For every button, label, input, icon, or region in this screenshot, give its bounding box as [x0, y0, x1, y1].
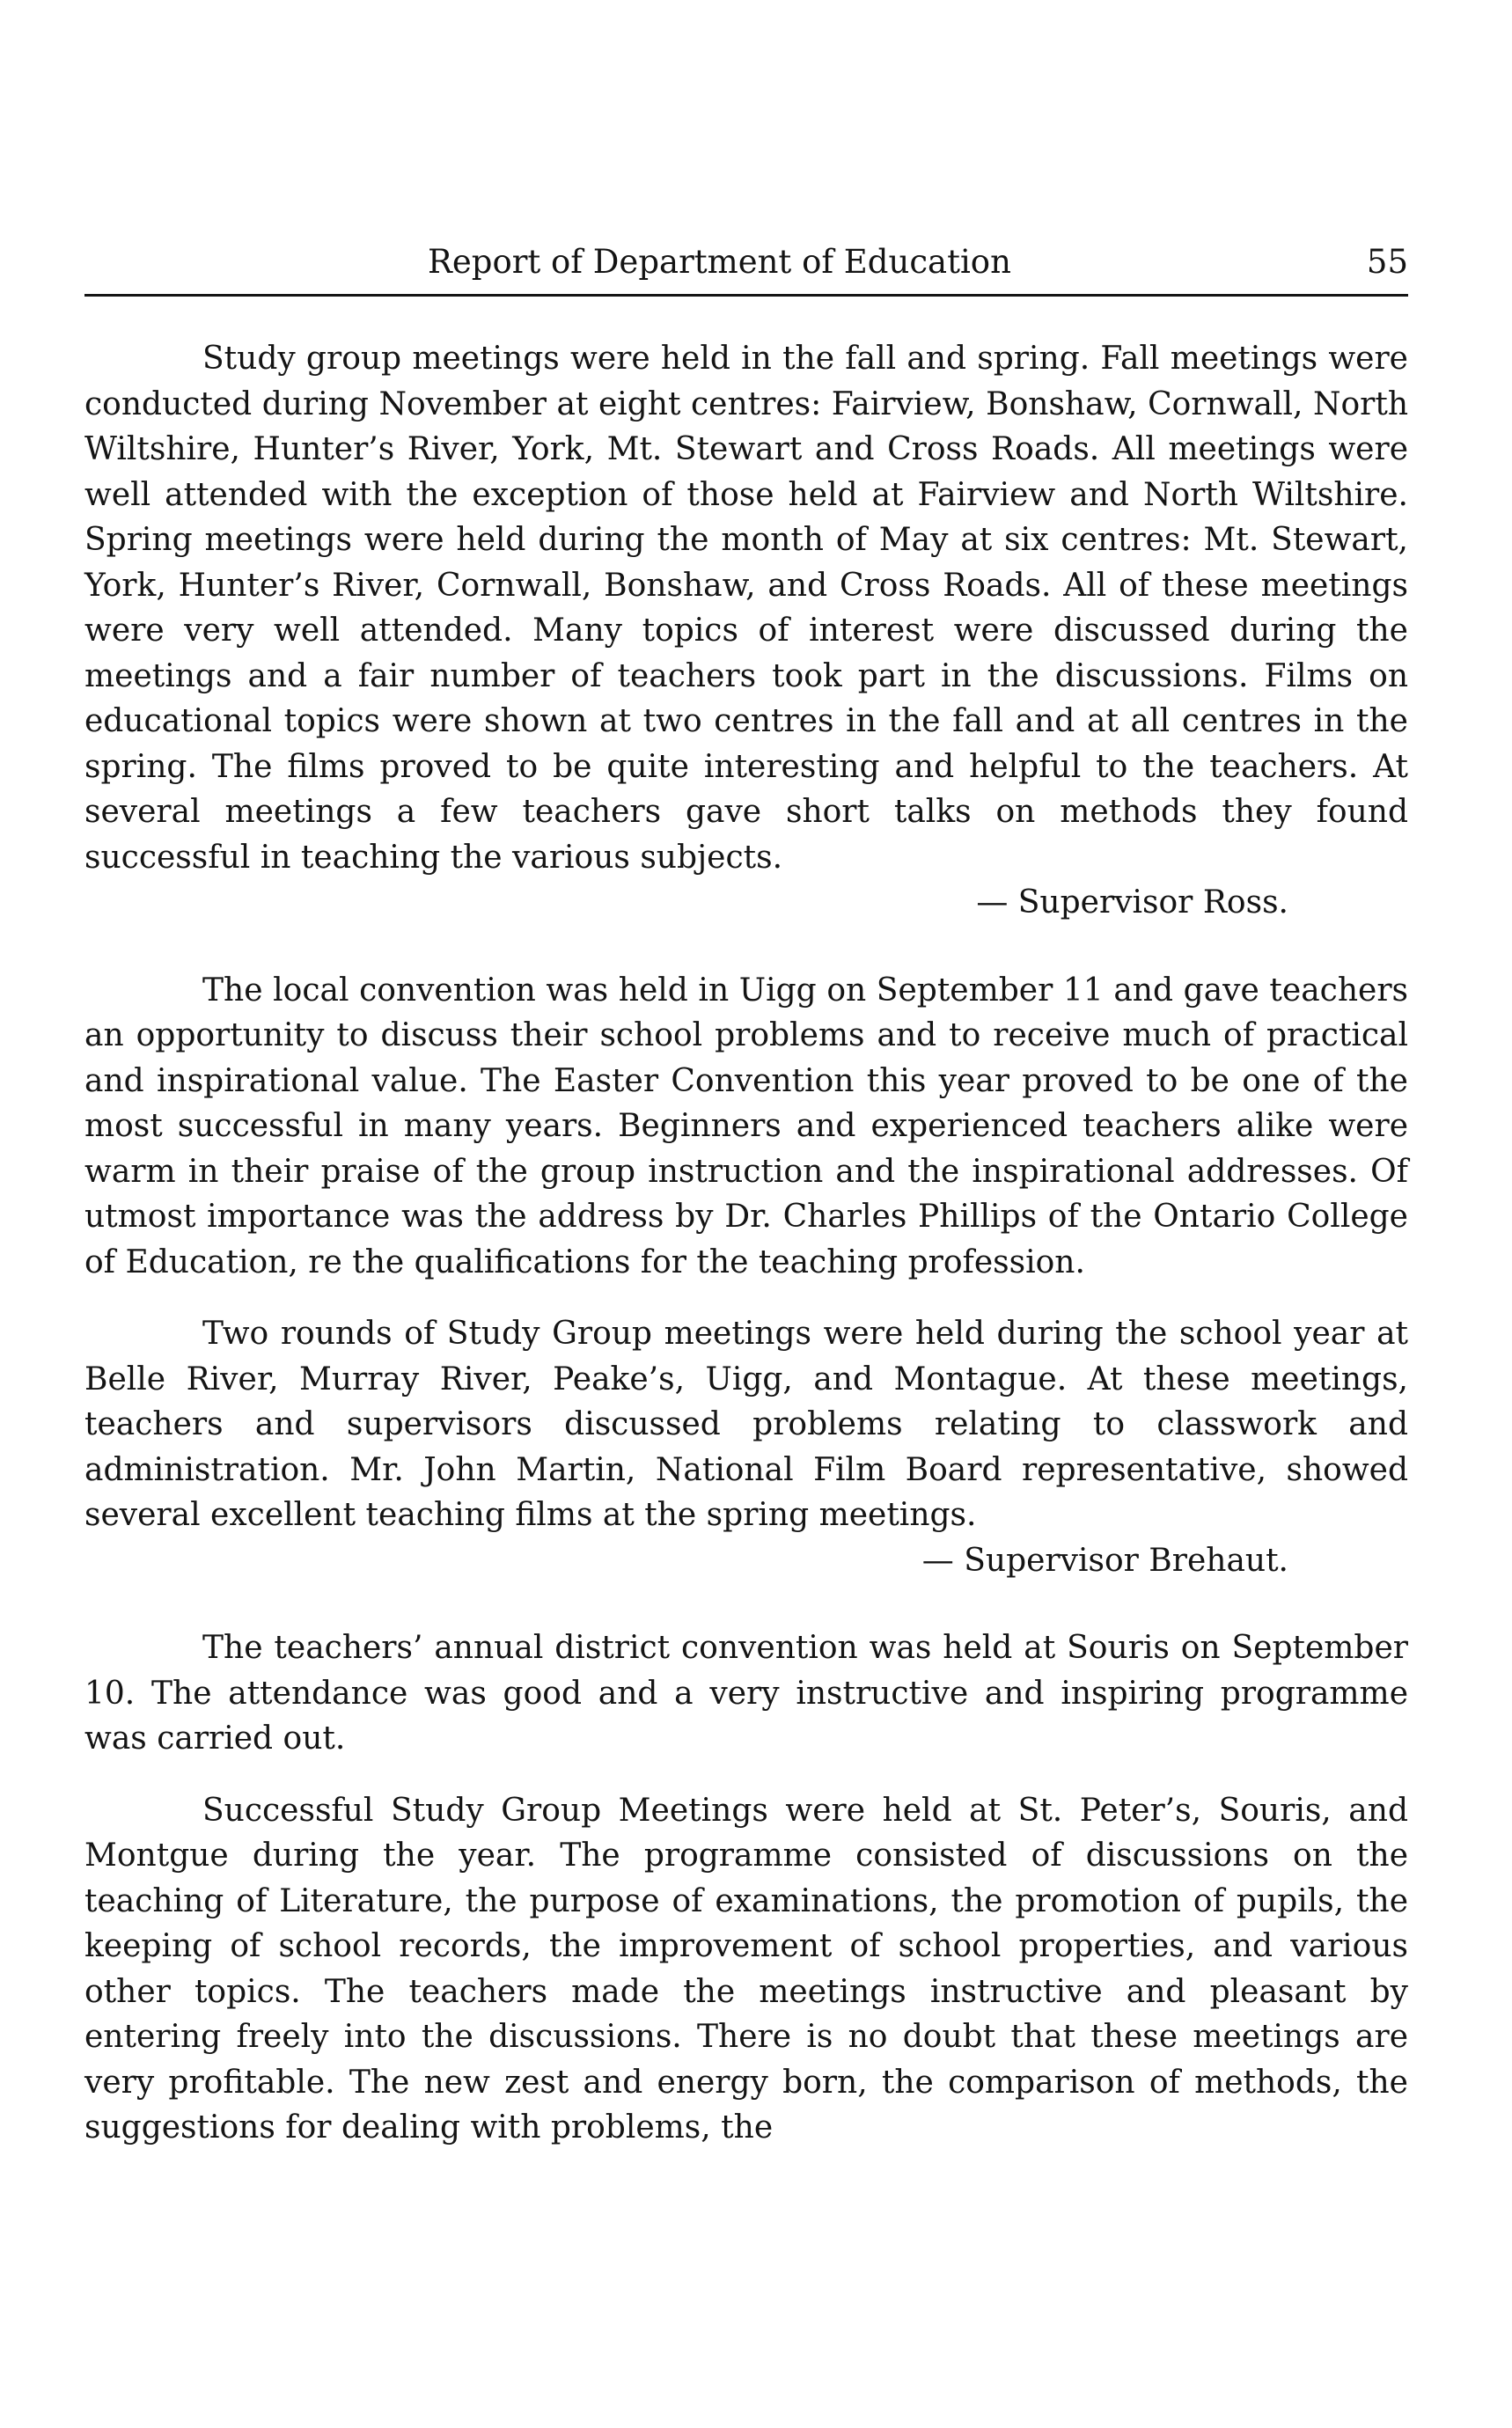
running-title: Report of Department of Education [428, 243, 1011, 281]
paragraph-local-convention: The local convention was held in Uigg on September 11 and gave teachers an opportunity to discuss their school problems and to receive much of practical and inspirational value. The Easter Convention this year proved to be one of the most successful in many years. Beginners and experienced teachers alike were warm in their praise of the group instruction and the inspirational addresses. Of utmost importance was the address by Dr. Charles Phillips of the Ontario College of Education, re the qualifications for the teaching profession. [84, 972, 1408, 1280]
document-page [84, 0, 1408, 2428]
paragraph-study-group-rounds: Two rounds of Study Group meetings were held during the school year at Belle River, Murray River, Peake’s, Uigg, and Montague. At these meetings, teachers and supervisors discussed problems relating to classwork and administration. Mr. John Martin, National Film Board representative, showed several excellent teaching films at the spring meetings. [84, 1316, 1408, 1533]
paragraph-study-groups-ross: Study group meetings were held in the fall and spring. Fall meetings were conducted during November at eight centres: Fairview, Bonshaw, Cornwall, North Wiltshire, Hunter’s River, York, Mt. Stewart and Cross Roads. All meetings were well attended with the exception of those held at Fairview and North Wiltshire. Spring meetings were held during the month of May at six centres: Mt. Stewart, York, Hunter’s River, Cornwall, Bonshaw, and Cross Roads. All of these meetings were very well attended. Many topics of interest were discussed during the meetings and a fair number of teachers took part in the discussions. Films on educational topics were shown at two centres in the fall and at all centres in the spring. The films proved to be quite interesting and helpful to the teachers. At several meetings a few teachers gave short talks on methods they found successful in teaching the various subjects. [84, 341, 1408, 876]
paragraph-successful-meetings: Successful Study Group Meetings were held at St. Peter’s, Souris, and Montgue during the year. The programme consisted of discussions on the teaching of Literature, the purpose of examinations, the promotion of pupils, the keeping of school records, the improvement of school properties, and various other topics. The teachers made the meetings instructive and pleasant by entering freely into the discussions. There is no doubt that these meetings are very profitable. The new zest and energy born, the comparison of methods, the suggestions for dealing with problems, the [84, 1792, 1408, 2146]
body-text [84, 336, 1408, 2151]
paragraph-district-convention: The teachers’ annual district convention was held at Souris on September 10. The attendance was good and a very instructive and inspiring programme was carried out. [84, 1630, 1408, 1757]
page-number: 55 [1366, 243, 1408, 281]
signature-supervisor-brehaut: — Supervisor Brehaut. [921, 1542, 1288, 1579]
header-rule [84, 294, 1408, 297]
running-header [84, 236, 1408, 289]
signature-supervisor-ross: — Supervisor Ross. [976, 884, 1288, 921]
